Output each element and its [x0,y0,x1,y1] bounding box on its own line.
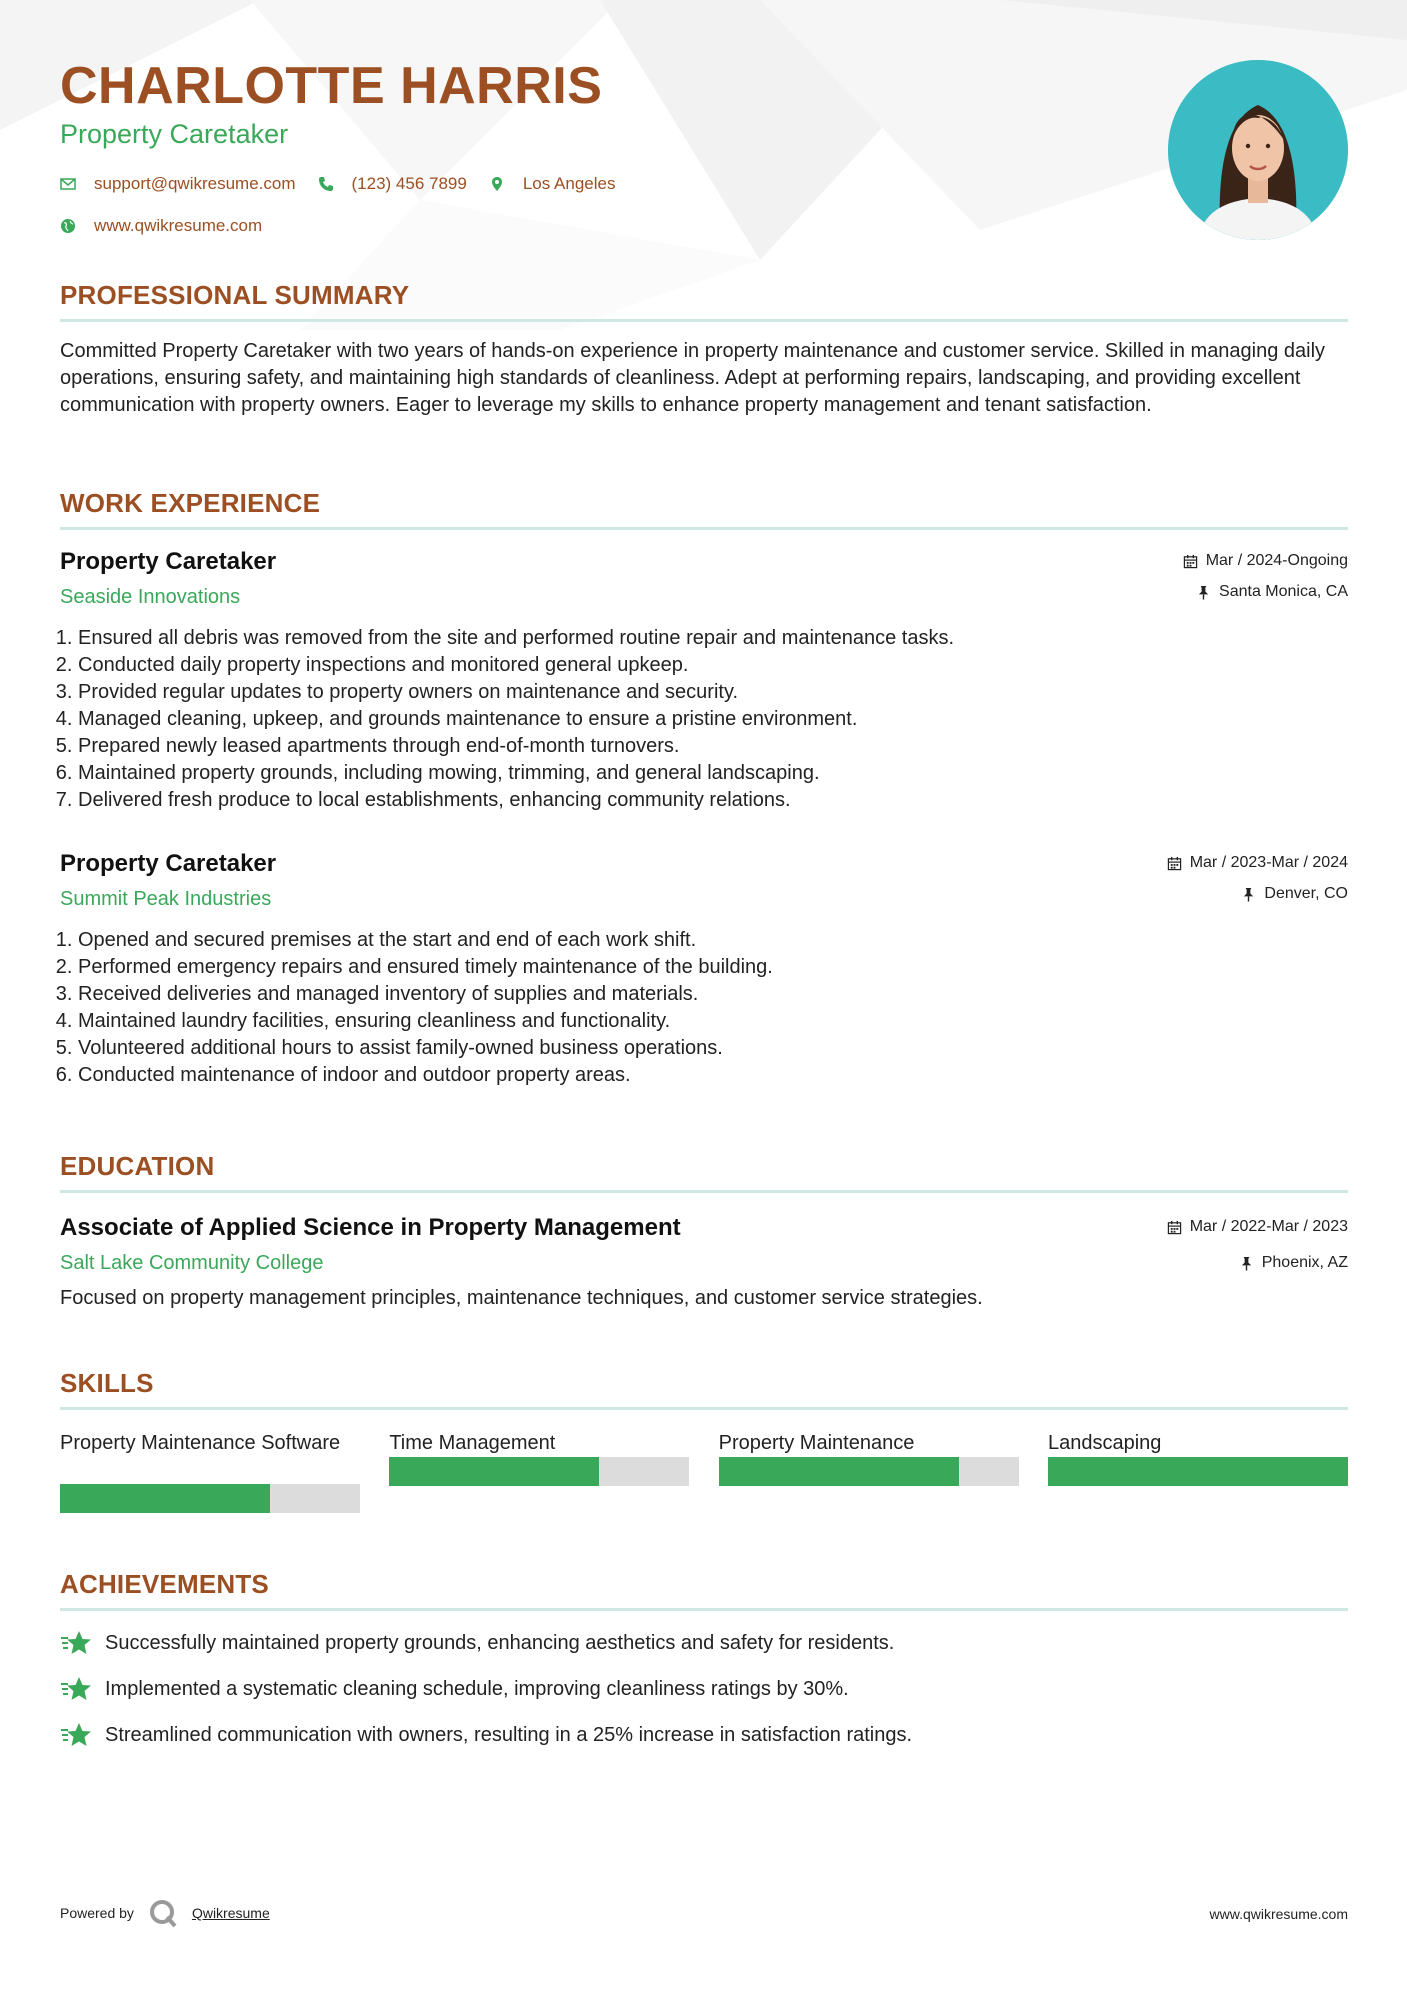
contact-email[interactable]: support@qwikresume.com [60,174,296,194]
brand-link[interactable]: Qwikresume [191,1905,270,1921]
school-name: Salt Lake Community College [60,1252,324,1274]
skill-bar [389,1457,689,1486]
skill-item [1048,1430,1348,1513]
map-pin-icon [489,176,505,192]
job-location: Santa Monica, CA [1219,583,1348,600]
list-item: 6. Conducted maintenance of indoor and outdoor property areas. [78,1062,1348,1089]
skills-section [60,1368,1348,1513]
star-badge-icon [60,1675,92,1703]
phone-icon [318,176,334,192]
achievements-heading: ACHIEVEMENTS [60,1569,1348,1611]
candidate-name: CHARLOTTE HARRIS [60,57,603,115]
education-location: Phoenix, AZ [1261,1254,1348,1271]
list-item: 1. Ensured all debris was removed from the site and performed routine repair and maintenance tasks. [78,625,1348,652]
qwikresume-logo-icon [148,1898,178,1928]
contact-row-primary [60,174,637,194]
skill-level-fill [719,1457,959,1486]
skill-name: Time Management [389,1432,556,1454]
list-item: 4. Maintained laundry facilities, ensuring cleanliness and functionality. [78,1008,1348,1035]
list-item: 2. Performed emergency repairs and ensured timely maintenance of the building. [78,954,1348,981]
achievement-text: Successfully maintained property grounds, enhancing aesthetics and safety for residents. [105,1631,895,1654]
globe-icon [60,218,76,234]
skill-level-fill [60,1484,270,1513]
skill-item [60,1430,360,1513]
skill-bar [719,1457,1019,1486]
education-section [60,1151,1348,1193]
job-meta [1167,854,1348,903]
footer-powered-by [60,1898,270,1928]
job-entry-1 [60,548,1348,814]
list-item: 1. Opened and secured premises at the start and end of each work shift. [78,927,1348,954]
pushpin-icon [1196,585,1211,600]
skill-level-fill [1048,1457,1348,1486]
skill-name: Property Maintenance [718,1432,915,1454]
contact-location: Los Angeles [489,174,616,194]
skill-item [389,1430,689,1513]
experience-section [60,488,1348,530]
list-item: 4. Managed cleaning, upkeep, and grounds maintenance to ensure a pristine environment. [78,706,1348,733]
skills-grid [60,1430,1348,1513]
star-badge-icon [60,1629,92,1657]
education-heading: EDUCATION [60,1151,1348,1193]
candidate-role: Property Caretaker [60,119,289,149]
list-item: 5. Prepared newly leased apartments through end-of-month turnovers. [78,733,1348,760]
list-item: 5. Volunteered additional hours to assist family-owned business operations. [78,1035,1348,1062]
education-description: Focused on property management principles, maintenance techniques, and customer service strategies. [60,1287,983,1309]
job-dates: Mar / 2024-Ongoing [1205,552,1348,569]
contact-row-secondary [60,216,284,236]
pushpin-icon [1241,887,1256,902]
job-company: Seaside Innovations [60,586,241,608]
job-title: Property Caretaker [60,548,277,575]
list-item: 7. Delivered fresh produce to local establishments, enhancing community relations. [78,787,1348,814]
job-title: Property Caretaker [60,850,277,877]
footer-website[interactable]: www.qwikresume.com [1209,1906,1348,1922]
skills-heading: SKILLS [60,1368,1348,1410]
star-badge-icon [60,1721,92,1749]
achievement-item [60,1629,1348,1657]
summary-text: Committed Property Caretaker with two years of hands-on experience in property maintenance and customer service. Skilled in managing daily operations, ensuring safety, and maintaining high standards of cleanliness. Adept at performing repairs, landscaping, and providing excellent communication with property owners. Eager to leverage my skills to enhance property management and tenant satisfaction. [60,340,1326,416]
achievements-section [60,1569,1348,1749]
education-entry [60,1214,1348,1310]
calendar-icon [1167,856,1182,871]
skill-name: Property Maintenance Software [60,1432,341,1454]
list-item: 3. Received deliveries and managed inventory of supplies and materials. [78,981,1348,1008]
skill-level-fill [389,1457,599,1486]
avatar-portrait [1168,60,1348,240]
job-location: Denver, CO [1264,885,1348,902]
skill-name: Landscaping [1047,1432,1162,1454]
achievement-text: Implemented a systematic cleaning schedule, improving cleanliness ratings by 30%. [105,1677,849,1700]
calendar-icon [1167,1220,1182,1235]
job-tasks [60,927,1348,1089]
achievement-text: Streamlined communication with owners, resulting in a 25% increase in satisfaction ratings. [105,1723,913,1746]
list-item: 6. Maintained property grounds, including mowing, trimming, and general landscaping. [78,760,1348,787]
job-meta [1183,552,1348,601]
degree-title: Associate of Applied Science in Property Management [60,1214,681,1241]
education-meta [1167,1218,1348,1272]
contact-website[interactable]: www.qwikresume.com [60,216,262,236]
list-item: 3. Provided regular updates to property owners on maintenance and security. [78,679,1348,706]
summary-heading: PROFESSIONAL SUMMARY [60,280,1348,322]
skill-bar [1048,1457,1348,1486]
skill-item [719,1430,1019,1513]
job-dates: Mar / 2023-Mar / 2024 [1189,854,1348,871]
achievement-item [60,1721,1348,1749]
envelope-icon [60,176,76,192]
job-company: Summit Peak Industries [60,888,272,910]
powered-by-label: Powered by [60,1905,134,1921]
list-item: 2. Conducted daily property inspections and monitored general upkeep. [78,652,1348,679]
job-entry-2 [60,850,1348,1089]
job-tasks [60,625,1348,814]
pushpin-icon [1239,1256,1254,1271]
contact-phone[interactable]: (123) 456 7899 [318,174,467,194]
summary-section [60,280,1348,419]
profile-photo [1168,60,1348,240]
experience-heading: WORK EXPERIENCE [60,488,1348,530]
achievement-item [60,1675,1348,1703]
education-dates: Mar / 2022-Mar / 2023 [1189,1218,1348,1235]
skill-bar [60,1484,360,1513]
calendar-icon [1183,554,1198,569]
